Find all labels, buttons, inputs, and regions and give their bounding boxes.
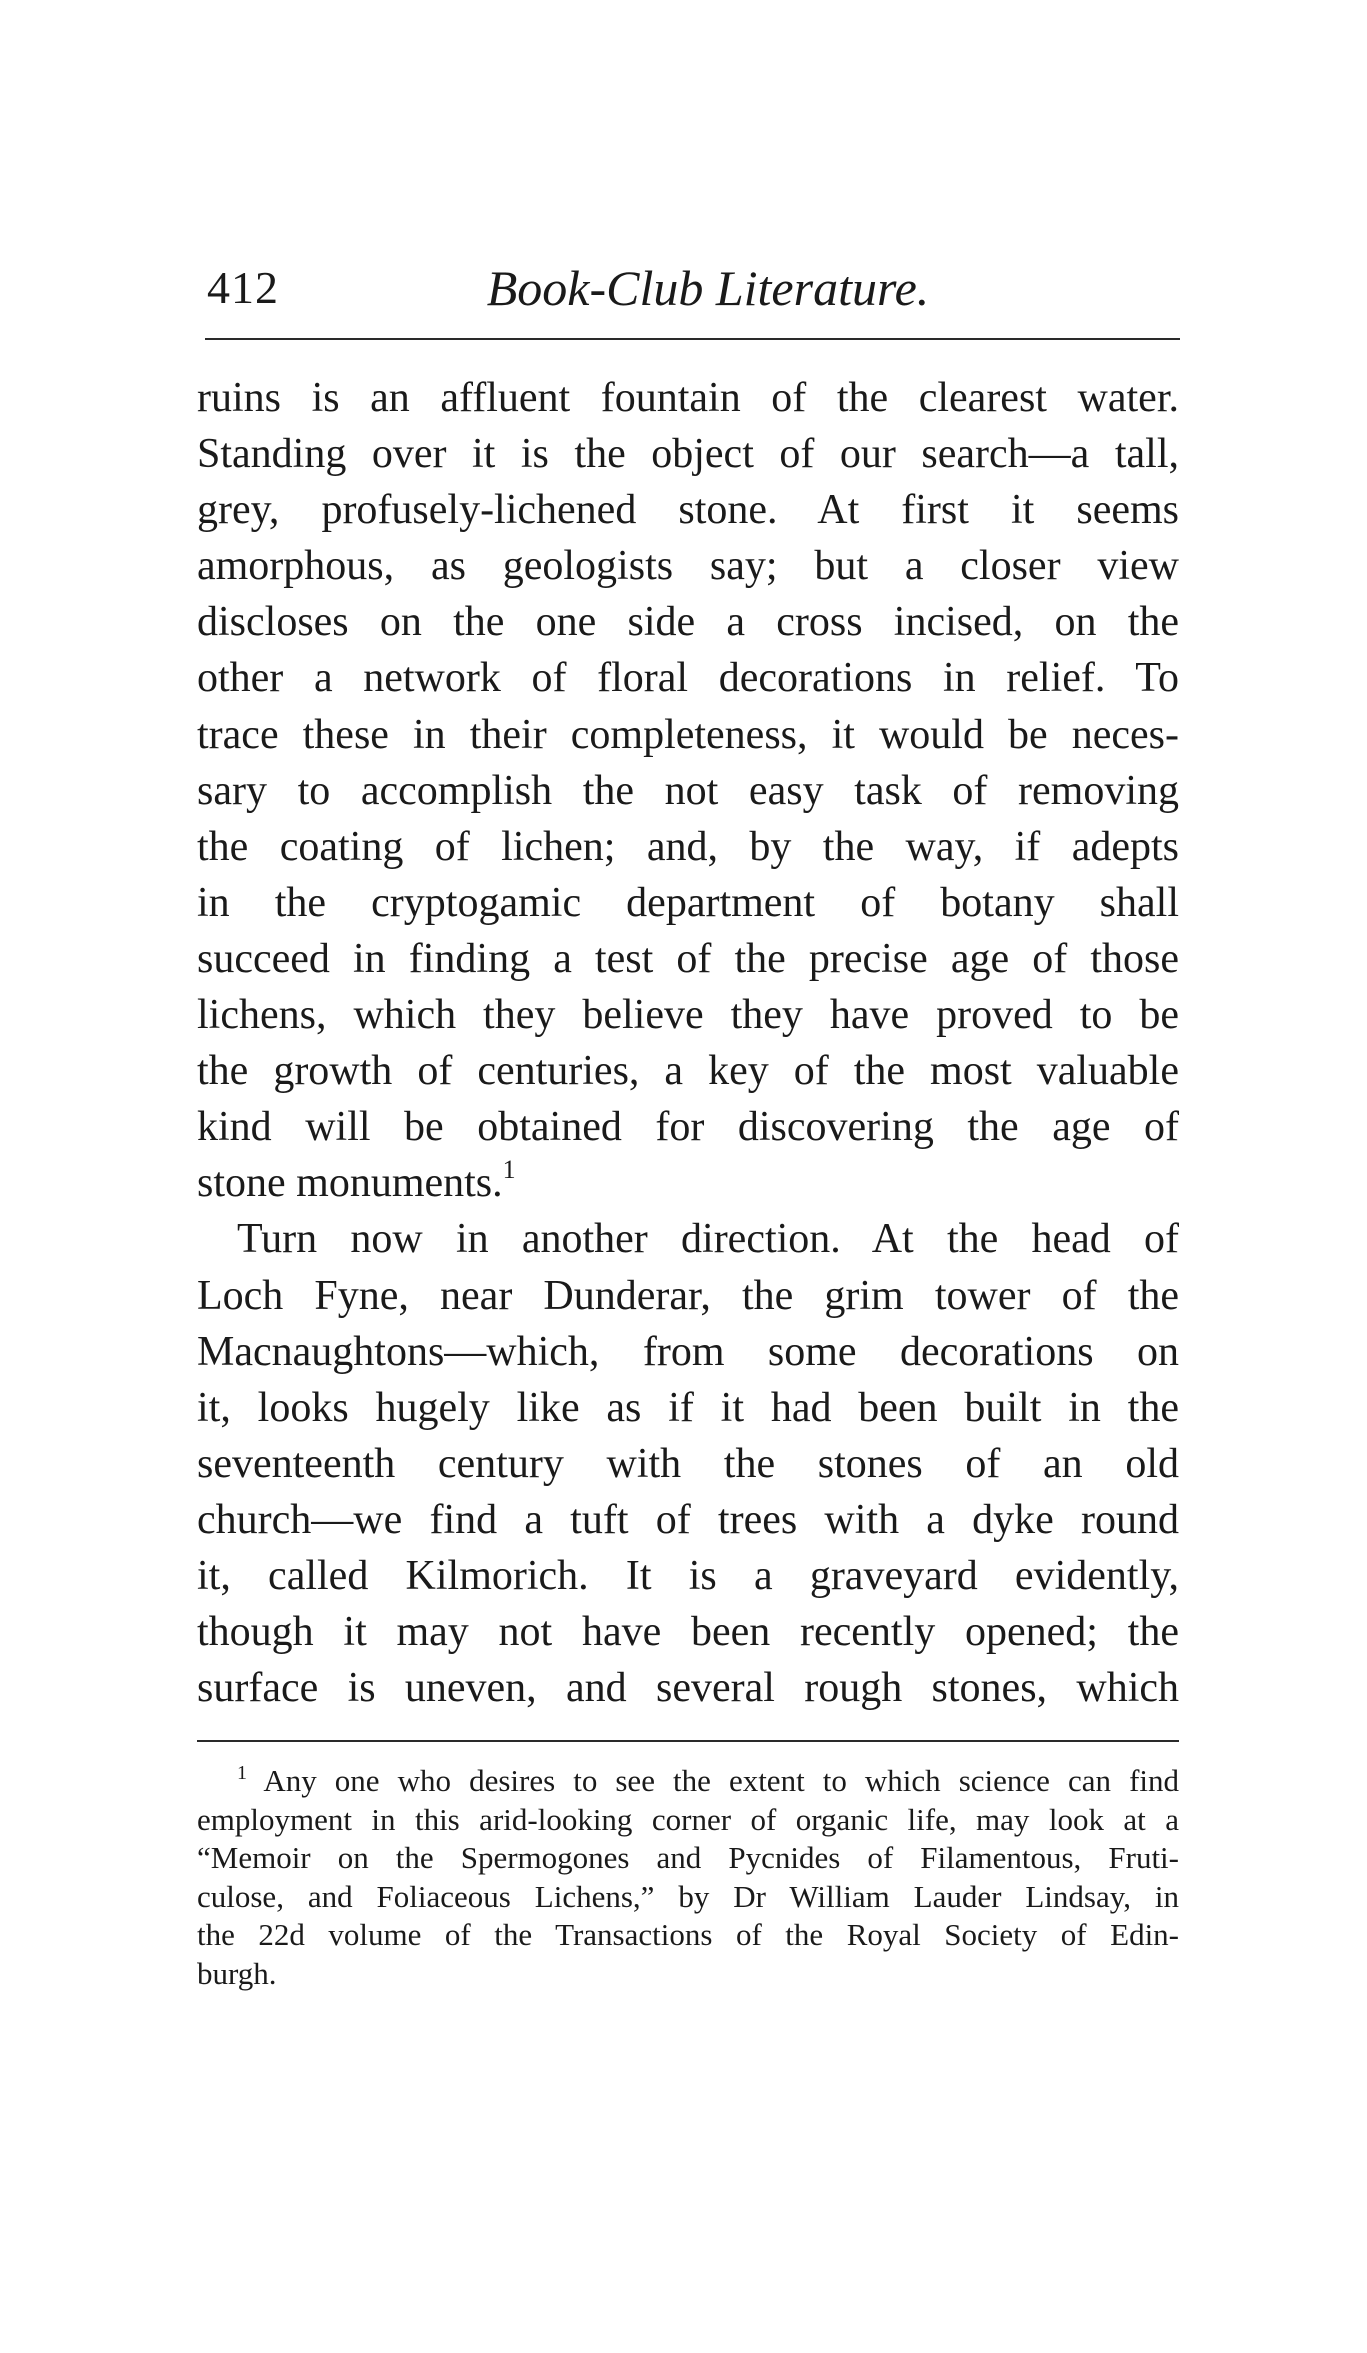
page-header — [197, 258, 1179, 318]
text-line: stone monuments. — [197, 1160, 503, 1207]
text-line: the growth of centuries, a key of the most valuable — [197, 1048, 1179, 1095]
text-line: it, looks hugely like as if it had been built in the — [197, 1384, 1179, 1431]
text-line: Macnaughtons—which, from some decorations on — [197, 1328, 1179, 1375]
footnote-rule — [197, 1740, 1179, 1742]
footnote-line: Any one who desires to see the extent to which science can find — [263, 1763, 1180, 1798]
text-line: trace these in their completeness, it would be neces- — [197, 711, 1179, 758]
footnote-marker: 1 — [237, 1762, 247, 1784]
text-line: grey, profusely-lichened stone. At first it seems — [197, 487, 1179, 534]
text-line: Loch Fyne, near Dunderar, the grim tower of the — [197, 1272, 1179, 1319]
text-line: kind will be obtained for discovering the age of — [197, 1104, 1179, 1151]
text-line: though it may not have been recently opened; the — [197, 1609, 1179, 1656]
footnote-line: “Memoir on the Spermogones and Pycnides of Filamentous, Fruti- — [197, 1840, 1179, 1876]
footnote-line: employment in this arid-looking corner of organic life, may look at a — [197, 1801, 1179, 1837]
text-line: amorphous, as geologists say; but a closer view — [197, 543, 1179, 590]
text-line: it, called Kilmorich. It is a graveyard evidently, — [197, 1552, 1179, 1599]
text-line: surface is uneven, and several rough stones, which — [197, 1665, 1179, 1712]
text-line: in the cryptogamic department of botany shall — [197, 879, 1179, 926]
text-line: the coating of lichen; and, by the way, if adepts — [197, 823, 1179, 870]
footnote-line: burgh. — [197, 1955, 277, 1991]
footnote-reference: 1 — [502, 1155, 516, 1185]
text-line: church—we find a tuft of trees with a dyke round — [197, 1496, 1179, 1543]
text-line: ruins is an affluent fountain of the clearest water. — [197, 375, 1179, 421]
text-line: lichens, which they believe they have proved to be — [197, 992, 1179, 1039]
footnote-line: culose, and Foliaceous Lichens,” by Dr William Lauder Lindsay, in — [197, 1878, 1179, 1914]
page-number: 412 — [207, 262, 279, 313]
running-title: Book-Club Literature. — [486, 260, 930, 316]
text-line: other a network of floral decorations in relief. To — [197, 655, 1179, 702]
text-line-with-footnote-ref — [197, 1155, 1179, 1211]
text-line: sary to accomplish the not easy task of removing — [197, 767, 1179, 814]
text-line: Standing over it is the object of our search—a tall, — [197, 431, 1179, 478]
body-text — [197, 370, 1179, 1716]
footnote — [197, 1762, 1179, 1994]
footnote-line: the 22d volume of the Transactions of the Royal Society of Edin- — [197, 1917, 1179, 1953]
paragraph-start-line: Turn now in another direction. At the head of — [237, 1216, 1179, 1263]
text-line: succeed in finding a test of the precise age of those — [197, 935, 1179, 982]
footnote-first-line — [197, 1762, 1179, 1801]
book-page — [197, 0, 1179, 2353]
text-line: discloses on the one side a cross incised, on the — [197, 599, 1179, 646]
text-line: seventeenth century with the stones of an old — [197, 1440, 1179, 1487]
header-rule — [205, 338, 1180, 340]
